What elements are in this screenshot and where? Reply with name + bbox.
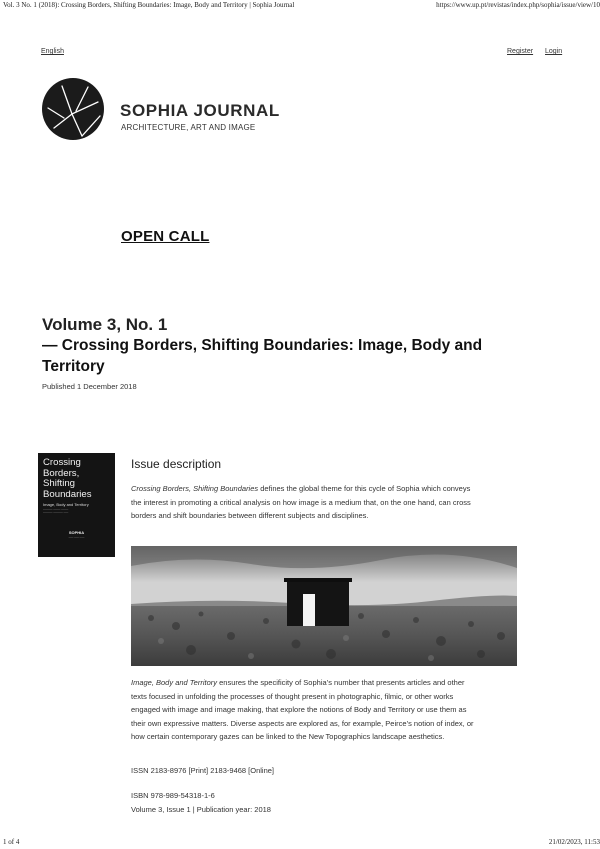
- p1-text: defines the global theme for this cycle of Sophia which conveys the interest in promoting a critical analysis on how image is a medium that, on the one hand, can cross borders and shift boundaries between different subjects and disciplines.: [131, 484, 471, 520]
- sophia-logo-icon[interactable]: [42, 78, 104, 140]
- brand-title[interactable]: SOPHIA JOURNAL: [120, 101, 280, 120]
- language-link[interactable]: English: [41, 48, 64, 55]
- print-header: [3, 0, 600, 12]
- cover-title-line: Boundaries: [43, 488, 92, 500]
- open-call-link[interactable]: OPEN CALL: [121, 228, 210, 245]
- p2-emphasis: Image, Body and Territory: [131, 678, 218, 687]
- print-datetime: 21/02/2023, 11:53: [548, 838, 600, 846]
- isbn-block: [131, 789, 271, 816]
- issue-cover-image[interactable]: [38, 453, 115, 557]
- cover-small-print: ———— ——— ——— ———— ———— ——: [43, 508, 69, 514]
- cover-brand: SOPHIA: [68, 530, 85, 535]
- volume-heading: Volume 3, No. 1: [42, 315, 168, 334]
- description-paragraph-2: [131, 676, 481, 744]
- cover-title-line: Borders,: [43, 467, 80, 479]
- issn-line: ISSN 2183-8976 [Print] 2183-9468 [Online]: [131, 766, 275, 775]
- cover-title-line: Shifting: [43, 478, 75, 489]
- print-header-url: https://www.up.pt/revistas/index.php/sophia/issue/view/10: [436, 1, 600, 9]
- issue-title: — Crossing Borders, Shifting Boundaries: Image, Body and Territory: [42, 337, 483, 375]
- cover-title: [43, 458, 110, 500]
- brand-subtitle: ARCHITECTURE, ART AND IMAGE: [121, 123, 256, 132]
- print-footer: [3, 837, 600, 849]
- volume-issue-line: Volume 3, Issue 1 | Publication year: 2018: [131, 804, 271, 814]
- p1-emphasis: Crossing Borders, Shifting Boundaries: [131, 484, 259, 493]
- cover-title-line: Crossing: [43, 457, 81, 468]
- isbn-line: ISBN 978-989-54318-1-6: [131, 791, 215, 800]
- cover-brand-detail: —— —— ——: [68, 536, 85, 539]
- register-link[interactable]: Register: [507, 48, 534, 55]
- p2-text: ensures the specificity of Sophia’s number that presents articles and other texts focused in unfolding the processes of thought present in photographic, filmic, or other works engaged with image and image making, that explore the notions of Body and Territory or use them as their own expressive matters. Diverse aspects are explored as, for example, Peirce’s notion of index, or how certain contemporary gazes can be linked to the New Topographics landscape aesthetics.: [131, 678, 474, 741]
- print-header-title: Vol. 3 No. 1 (2018): Crossing Borders, Shifting Boundaries: Image, Body and Territory | Sophia Journal: [3, 1, 295, 9]
- login-link[interactable]: Login: [545, 48, 563, 55]
- description-paragraph-1: [131, 482, 481, 523]
- page-count: 1 of 4: [3, 838, 20, 846]
- published-date: Published 1 December 2018: [42, 382, 137, 391]
- issue-description-heading: Issue description: [131, 457, 222, 471]
- landscape-photo: [131, 546, 517, 666]
- cover-subtitle: Image, Body and Territory: [43, 502, 89, 507]
